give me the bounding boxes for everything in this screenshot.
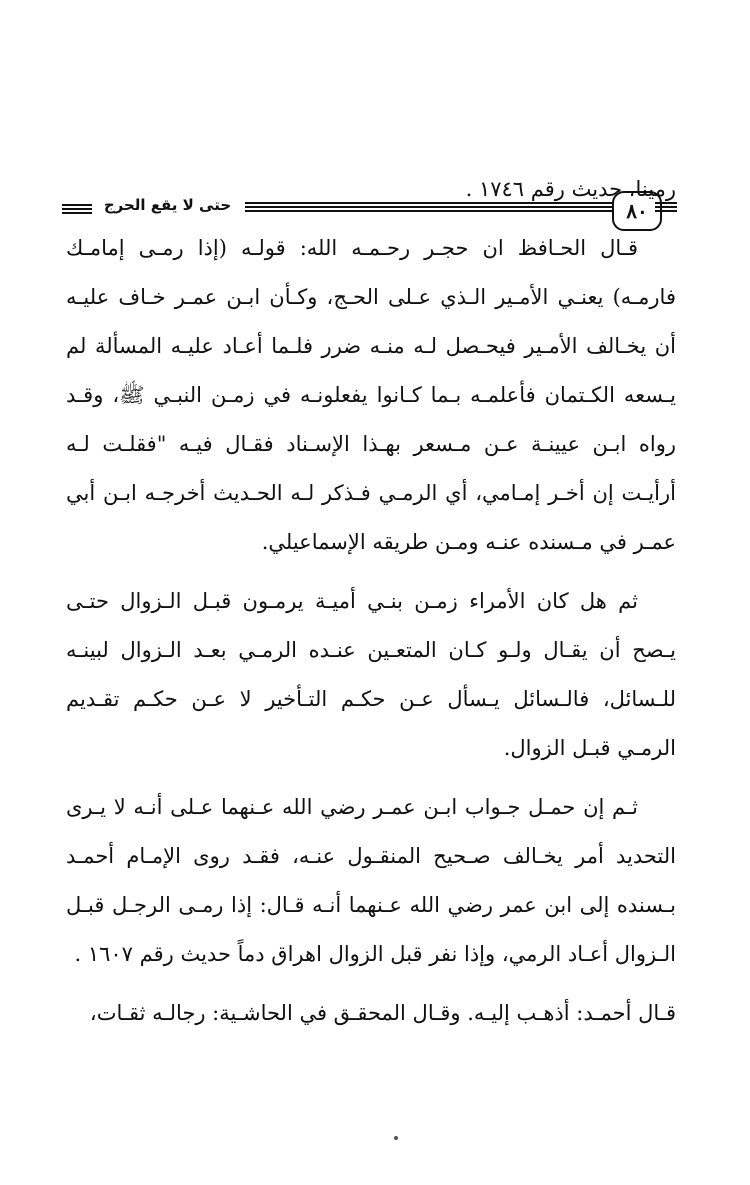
page-speck — [394, 1136, 398, 1140]
paragraph-2: قـال الحـافظ ان حجـر رحـمـه الله: قولـه (إذا رمـى إمامـك فارمـه) يعنـي الأمـير الـذي عـلى الحـج، وكـأن ابـن عمـر خـاف عليـه أن يخـالف الأمـير فيحـصل لـه منـه ضرر فلـما أعـاد عليـه المسألة لم يـسعه الكـتمان فأعلمـه بـما كـانوا يفعلونـه في زمـن النبـي ﷺ، وقـد رواه ابـن عيينـة عـن مـسعر بهـذا الإسـناد فقـال فيـه "فقلـت لـه أرأيـت إن أخـر إمـامي، أي الرمـي فـذكر لـه الحـديث أخرجـه ابـن أبي عمـر في مـسنده عنـه ومـن طريقه الإسماعيلي. — [66, 236, 676, 554]
running-title: حتى لا يقع الحرج — [103, 196, 232, 214]
paragraph-4: ثـم إن حمـل جـواب ابـن عمـر رضي الله عـنهما عـلى أنـه لا يـرى التحديد أمر يخـالف صـحيح المنقـول عنـه، فقـد روى الإمـام أحمـد بـسنده إلى ابن عمر رضي الله عـنهما أنـه قـال: إذا رمـى الرجـل قبـل الـزوال أعـاد الرمي، وإذا نفر قبل الزوال اهراق دماً حديث رقم ١٦٠٧ . — [66, 795, 676, 966]
body-text — [66, 165, 676, 1048]
paragraph-5: قـال أحمـد: أذهـب إليـه. وقـال المحقـق في الحاشـية: رجالـه ثقـات، — [89, 1001, 676, 1025]
page-number: ٨٠ — [612, 191, 662, 231]
paragraph-1: رمينا، حديث رقم ١٧٤٦ . — [465, 177, 676, 201]
paragraph-3: ثم هل كان الأمراء زمـن بنـي أميـة يرمـون قبـل الـزوال حتـى يـصح أن يقـال ولـو كـان المتعـين عنـده الرمـي بعـد الـزوال لبينـه للـسائل، فالـسائل يـسأل عـن حكـم التـأخير لا عـن حكـم تقـديم الرمـي قبـل الزوال. — [66, 589, 676, 760]
